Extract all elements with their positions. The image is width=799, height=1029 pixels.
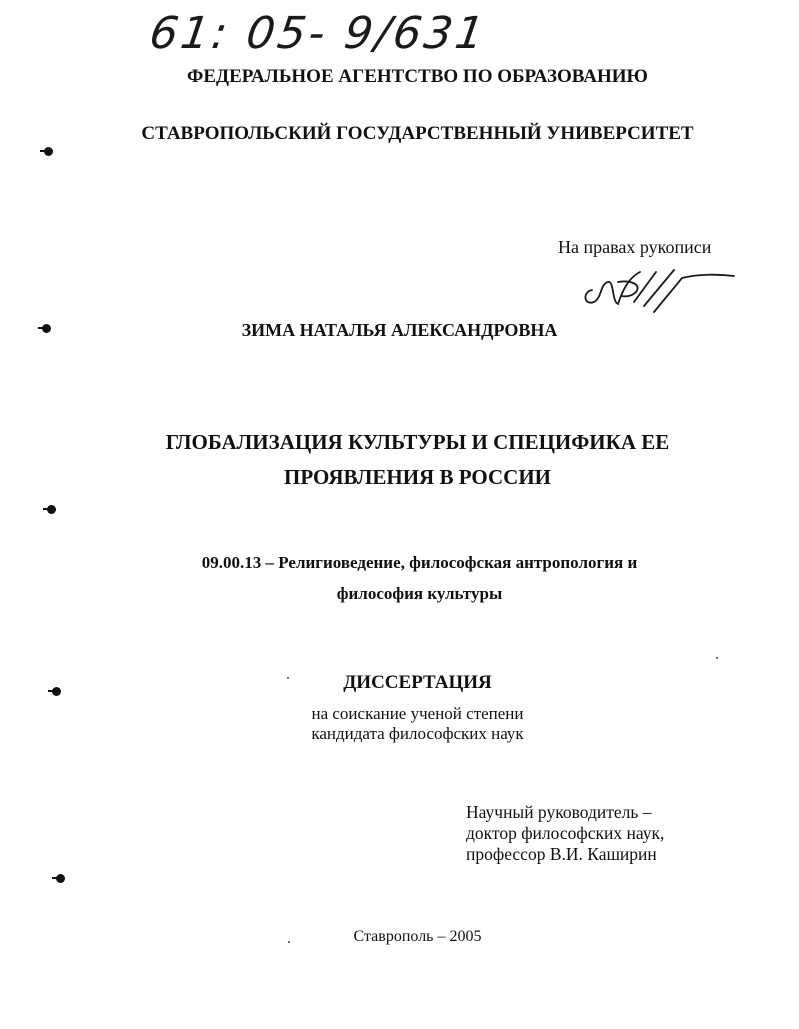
speck [287,677,289,679]
university-heading: СТАВРОПОЛЬСКИЙ ГОСУДАРСТВЕННЫЙ УНИВЕРСИТЕТ [141,123,694,144]
speck [716,657,718,659]
handwritten-archive-code: 61: 05- 9/631 [146,8,491,59]
margin-mark-icon [52,687,61,696]
rights-note: На правах рукописи [558,237,712,257]
advisor-line-2: доктор философских наук, [466,823,665,843]
author-name: ЗИМА НАТАЛЬЯ АЛЕКСАНДРОВНА [241,320,558,340]
specialty-line-1: 09.00.13 – Религиоведение, философская антропология и [201,553,638,572]
document-type: ДИССЕРТАЦИЯ [343,672,492,693]
title-line-1: ГЛОБАЛИЗАЦИЯ КУЛЬТУРЫ И СПЕЦИФИКА ЕЕ [165,430,670,454]
margin-mark-icon [47,505,56,514]
degree-line-1: на соискание ученой степени [311,704,524,723]
place-year: Ставрополь – 2005 [353,928,482,945]
speck [288,941,290,943]
advisor-line-1: Научный руководитель – [466,802,652,822]
specialty-line-2: философия культуры [336,584,503,603]
advisor-line-3: профессор В.И. Каширин [466,844,657,864]
agency-heading: ФЕДЕРАЛЬНОЕ АГЕНТСТВО ПО ОБРАЗОВАНИЮ [187,66,648,87]
margin-mark-icon [42,324,51,333]
advisor-block [466,802,664,865]
margin-mark-icon [44,147,53,156]
title-line-2: ПРОЯВЛЕНИЯ В РОССИИ [284,465,551,489]
margin-mark-icon [56,874,65,883]
degree-line-2: кандидата философских наук [311,724,524,743]
